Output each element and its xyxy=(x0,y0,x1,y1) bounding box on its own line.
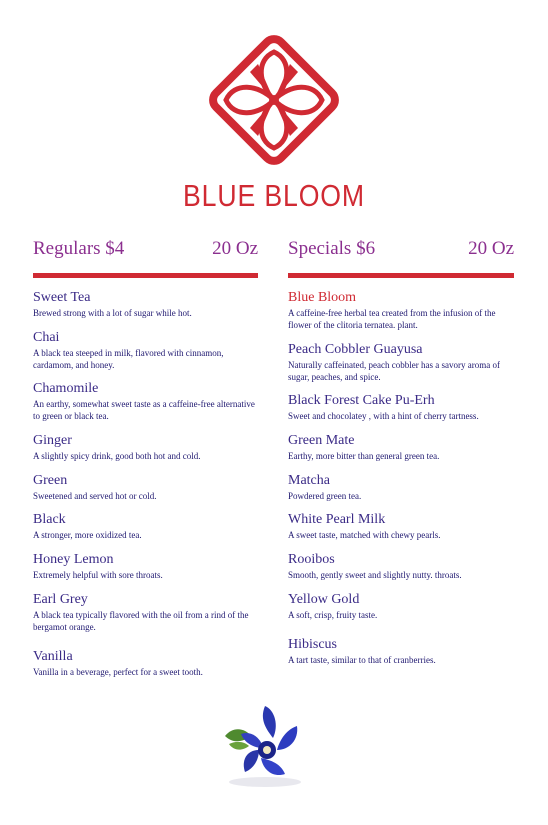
item-description: A stronger, more oxidized tea. xyxy=(33,530,142,540)
menu-item xyxy=(288,592,514,621)
specials-size: 20 Oz xyxy=(468,238,514,259)
item-name: Honey Lemon xyxy=(33,552,114,567)
brand-title: BLUE BLOOM xyxy=(183,178,365,213)
regulars-divider xyxy=(33,273,258,278)
item-description: Vanilla in a beverage, perfect for a sweet tooth. xyxy=(33,667,203,677)
item-description: Earthy, more bitter than general green tea. xyxy=(288,451,440,461)
regulars-header xyxy=(33,238,258,264)
menu-item xyxy=(288,637,514,666)
menu-item xyxy=(33,649,258,678)
menu-item xyxy=(33,433,258,462)
item-name: Green xyxy=(33,473,68,488)
item-name: White Pearl Milk xyxy=(288,512,386,527)
menu-item xyxy=(33,552,258,581)
item-description: Sweet and chocolatey , with a hint of cherry tartness. xyxy=(288,411,479,421)
item-description: Powdered green tea. xyxy=(288,491,362,501)
menu-item xyxy=(33,381,258,422)
menu-item xyxy=(288,552,514,581)
item-name: Matcha xyxy=(288,473,330,488)
regulars-column xyxy=(33,238,258,677)
item-description: Sweetened and served hot or cold. xyxy=(33,491,157,501)
item-description: A slightly spicy drink, good both hot and cold. xyxy=(33,451,201,461)
item-description: An earthy, somewhat sweet taste as a caffeine-free alternative to green or black tea. xyxy=(33,399,255,421)
item-description: A soft, crisp, fruity taste. xyxy=(288,610,378,620)
regulars-size: 20 Oz xyxy=(212,238,258,259)
menu-item xyxy=(288,342,514,383)
item-name: Chamomile xyxy=(33,381,99,396)
item-name: Yellow Gold xyxy=(288,592,360,607)
item-description: A caffeine-free herbal tea created from the infusion of the flower of the clitoria ternatea. plant. xyxy=(288,308,496,330)
specials-header xyxy=(288,238,514,264)
specials-title: Specials $6 xyxy=(288,238,376,259)
item-name: Black xyxy=(33,512,66,527)
item-description: Naturally caffeinated, peach cobbler has a savory aroma of sugar, peaches, and spice. xyxy=(288,360,500,382)
item-name: Vanilla xyxy=(33,649,73,664)
menu-item xyxy=(33,290,258,319)
item-description: A black tea steeped in milk, flavored with cinnamon, cardamom, and honey. xyxy=(33,348,224,370)
item-name: Black Forest Cake Pu-Erh xyxy=(288,393,435,408)
specials-column xyxy=(288,238,514,665)
menu-item xyxy=(33,473,258,502)
menu-item xyxy=(288,512,514,541)
menu-item xyxy=(288,290,514,331)
item-description: Extremely helpful with sore throats. xyxy=(33,570,163,580)
item-name: Peach Cobbler Guayusa xyxy=(288,342,423,357)
item-name: Rooibos xyxy=(288,552,335,567)
menu-item xyxy=(288,473,514,502)
item-name: Ginger xyxy=(33,433,72,448)
item-description: A sweet taste, matched with chewy pearls. xyxy=(288,530,441,540)
item-name: Sweet Tea xyxy=(33,290,91,305)
item-name: Hibiscus xyxy=(288,637,337,652)
menu-item xyxy=(288,433,514,462)
specials-divider xyxy=(288,273,514,278)
regulars-title: Regulars $4 xyxy=(33,238,125,259)
flower-diamond-logo xyxy=(200,26,348,174)
menu-item xyxy=(33,512,258,541)
item-name: Green Mate xyxy=(288,433,355,448)
item-name: Chai xyxy=(33,330,60,345)
item-description: A black tea typically flavored with the oil from a rind of the bergamot orange. xyxy=(33,610,249,632)
menu-item xyxy=(33,592,258,633)
butterfly-pea-flower-image xyxy=(215,700,315,790)
item-name: Earl Grey xyxy=(33,592,88,607)
item-description: Smooth, gently sweet and slightly nutty. throats. xyxy=(288,570,462,580)
item-name: Blue Bloom xyxy=(288,290,357,305)
menu-item xyxy=(33,330,258,371)
item-description: A tart taste, similar to that of cranberries. xyxy=(288,655,436,665)
item-description: Brewed strong with a lot of sugar while hot. xyxy=(33,308,192,318)
menu-item xyxy=(288,393,514,422)
